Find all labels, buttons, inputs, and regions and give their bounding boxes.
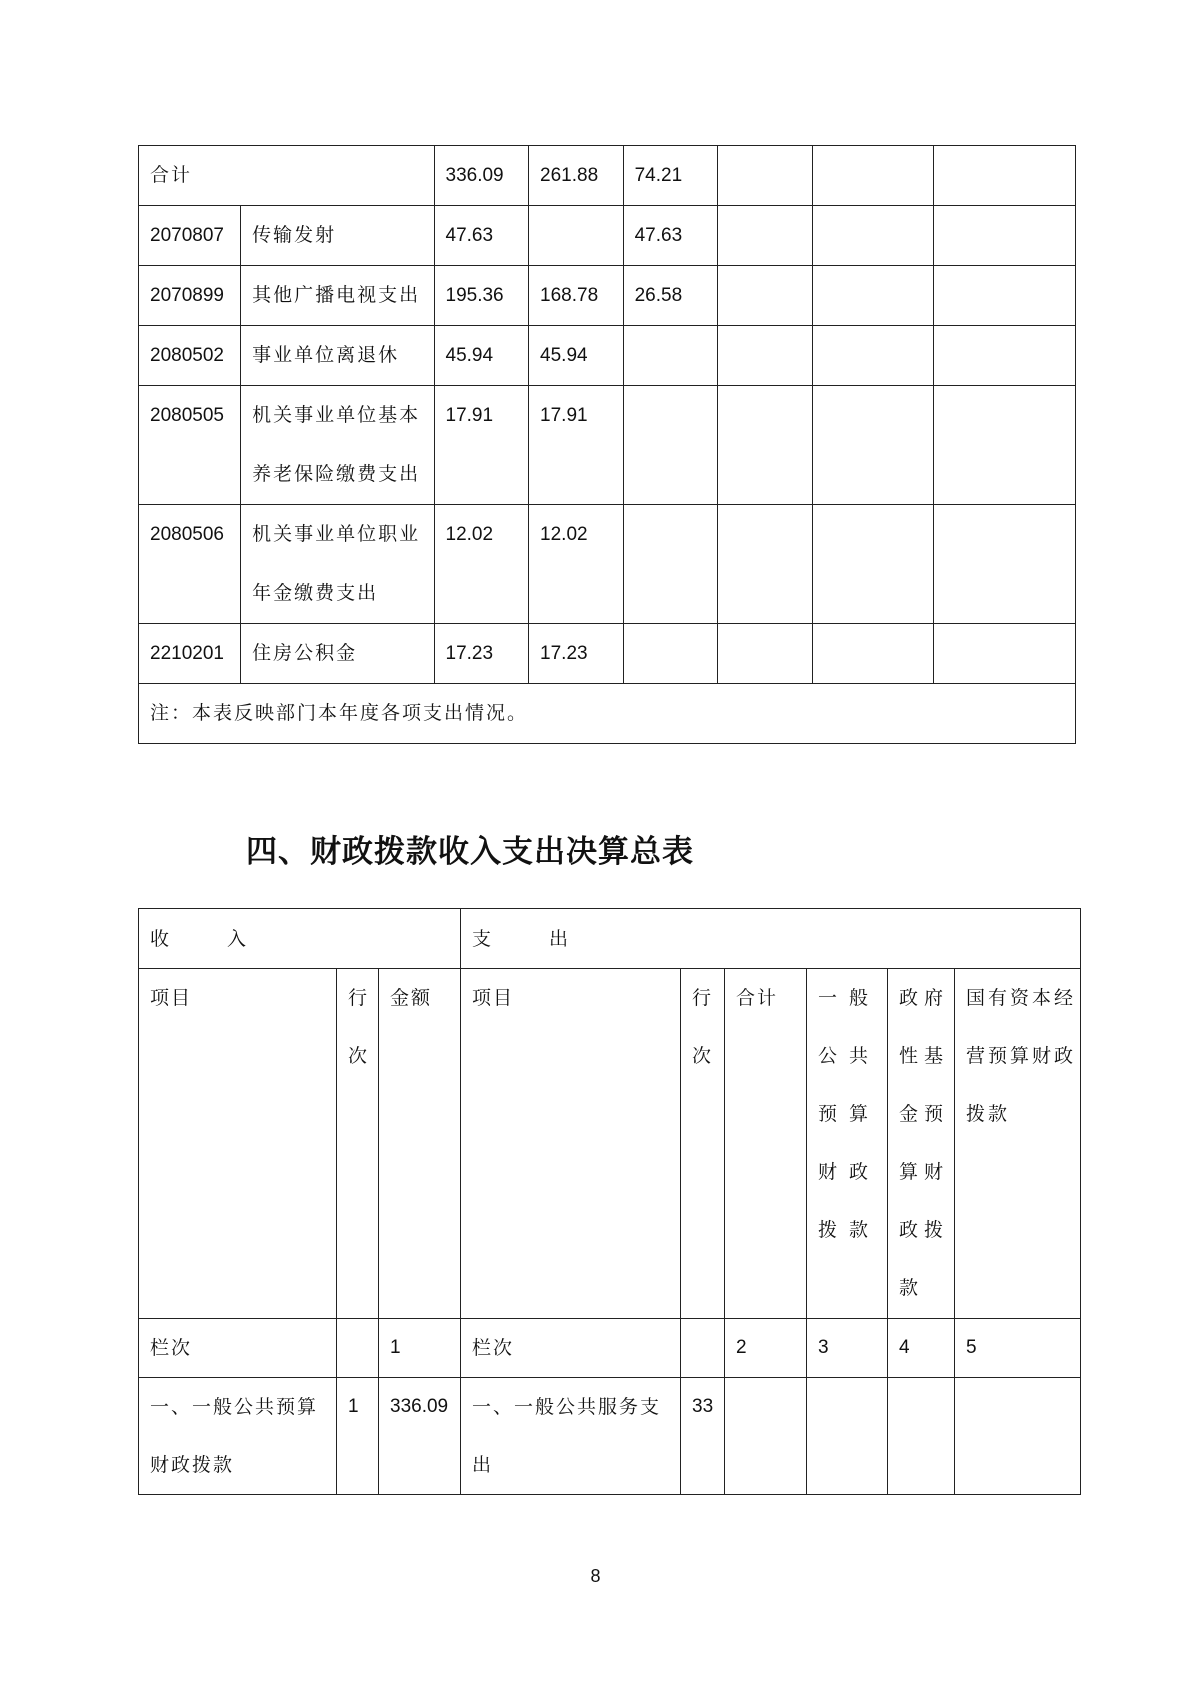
empty-cell bbox=[888, 1378, 955, 1495]
row-name: 机关事业单位职业年金缴费支出 bbox=[241, 505, 434, 624]
empty-cell bbox=[718, 206, 813, 266]
table-row bbox=[139, 206, 1076, 266]
col-income-line: 行次 bbox=[337, 969, 379, 1319]
empty-cell bbox=[934, 505, 1076, 624]
total-c1: 336.09 bbox=[434, 146, 529, 206]
row-c1: 12.02 bbox=[434, 505, 529, 624]
table-row-total bbox=[139, 146, 1076, 206]
empty-cell bbox=[934, 624, 1076, 684]
lanci-row bbox=[139, 1319, 1081, 1378]
empty-cell bbox=[934, 326, 1076, 386]
row-name: 传输发射 bbox=[241, 206, 434, 266]
row-c1: 17.91 bbox=[434, 386, 529, 505]
income-item: 一、一般公共预算财政拨款 bbox=[139, 1378, 337, 1495]
expense-line: 33 bbox=[681, 1378, 725, 1495]
empty-cell bbox=[934, 206, 1076, 266]
table-note: 注：本表反映部门本年度各项支出情况。 bbox=[139, 684, 1076, 744]
empty-cell bbox=[812, 146, 933, 206]
empty-cell bbox=[807, 1378, 888, 1495]
income-line: 1 bbox=[337, 1378, 379, 1495]
expense-item: 一、一般公共服务支出 bbox=[461, 1378, 681, 1495]
row-c2: 12.02 bbox=[529, 505, 624, 624]
row-c1: 45.94 bbox=[434, 326, 529, 386]
row-code: 2070807 bbox=[139, 206, 241, 266]
lanci-total: 2 bbox=[725, 1319, 807, 1378]
lanci-gov-fund: 4 bbox=[888, 1319, 955, 1378]
empty-cell bbox=[934, 146, 1076, 206]
empty-cell bbox=[337, 1319, 379, 1378]
row-c3 bbox=[623, 386, 718, 505]
expense-header: 支 出 bbox=[461, 909, 1081, 969]
empty-cell bbox=[812, 386, 933, 505]
col-general-budget: 一般公共预算财政拨款 bbox=[807, 969, 888, 1319]
table-row bbox=[139, 326, 1076, 386]
lanci-label: 栏次 bbox=[139, 1319, 337, 1378]
row-c2: 17.91 bbox=[529, 386, 624, 505]
row-c1: 17.23 bbox=[434, 624, 529, 684]
empty-cell bbox=[812, 266, 933, 326]
row-name: 住房公积金 bbox=[241, 624, 434, 684]
col-income-amount: 金额 bbox=[379, 969, 461, 1319]
row-c2: 45.94 bbox=[529, 326, 624, 386]
empty-cell bbox=[934, 266, 1076, 326]
empty-cell bbox=[934, 386, 1076, 505]
column-header-row bbox=[139, 969, 1081, 1319]
row-code: 2080505 bbox=[139, 386, 241, 505]
lanci-income-amount: 1 bbox=[379, 1319, 461, 1378]
table-row bbox=[139, 386, 1076, 505]
total-label: 合计 bbox=[139, 146, 435, 206]
fiscal-summary-table bbox=[138, 908, 1081, 1495]
lanci-expense-label: 栏次 bbox=[461, 1319, 681, 1378]
row-code: 2080502 bbox=[139, 326, 241, 386]
empty-cell bbox=[718, 624, 813, 684]
lanci-general: 3 bbox=[807, 1319, 888, 1378]
row-c1: 195.36 bbox=[434, 266, 529, 326]
col-expense-item: 项目 bbox=[461, 969, 681, 1319]
row-c3: 47.63 bbox=[623, 206, 718, 266]
income-amount: 336.09 bbox=[379, 1378, 461, 1495]
section-title: 四、财政拨款收入支出决算总表 bbox=[246, 834, 694, 870]
empty-cell bbox=[812, 326, 933, 386]
col-total: 合计 bbox=[725, 969, 807, 1319]
row-c1: 47.63 bbox=[434, 206, 529, 266]
row-c3 bbox=[623, 326, 718, 386]
table-note-row bbox=[139, 684, 1076, 744]
col-state-capital: 国有资本经营预算财政拨款 bbox=[955, 969, 1081, 1319]
row-code: 2070899 bbox=[139, 266, 241, 326]
row-c3: 26.58 bbox=[623, 266, 718, 326]
row-c3 bbox=[623, 624, 718, 684]
empty-cell bbox=[718, 326, 813, 386]
table-row bbox=[139, 624, 1076, 684]
row-c2: 168.78 bbox=[529, 266, 624, 326]
empty-cell bbox=[718, 266, 813, 326]
income-header: 收 入 bbox=[139, 909, 461, 969]
row-name: 事业单位离退休 bbox=[241, 326, 434, 386]
row-c2 bbox=[529, 206, 624, 266]
empty-cell bbox=[812, 505, 933, 624]
empty-cell bbox=[718, 386, 813, 505]
empty-cell bbox=[725, 1378, 807, 1495]
empty-cell bbox=[812, 206, 933, 266]
page-number: 8 bbox=[590, 1566, 601, 1586]
lanci-state-capital: 5 bbox=[955, 1319, 1081, 1378]
row-name: 机关事业单位基本养老保险缴费支出 bbox=[241, 386, 434, 505]
empty-cell bbox=[681, 1319, 725, 1378]
total-c3: 74.21 bbox=[623, 146, 718, 206]
expenditure-table bbox=[138, 145, 1076, 744]
col-expense-line: 行次 bbox=[681, 969, 725, 1319]
row-c2: 17.23 bbox=[529, 624, 624, 684]
table-row bbox=[139, 505, 1076, 624]
row-name: 其他广播电视支出 bbox=[241, 266, 434, 326]
total-c2: 261.88 bbox=[529, 146, 624, 206]
table-row bbox=[139, 1378, 1081, 1495]
col-income-item: 项目 bbox=[139, 969, 337, 1319]
header-row-income-expense bbox=[139, 909, 1081, 969]
empty-cell bbox=[718, 505, 813, 624]
empty-cell bbox=[955, 1378, 1081, 1495]
col-gov-fund: 政府性基金预算财政拨款 bbox=[888, 969, 955, 1319]
row-c3 bbox=[623, 505, 718, 624]
empty-cell bbox=[812, 624, 933, 684]
table-row bbox=[139, 266, 1076, 326]
empty-cell bbox=[718, 146, 813, 206]
row-code: 2210201 bbox=[139, 624, 241, 684]
row-code: 2080506 bbox=[139, 505, 241, 624]
